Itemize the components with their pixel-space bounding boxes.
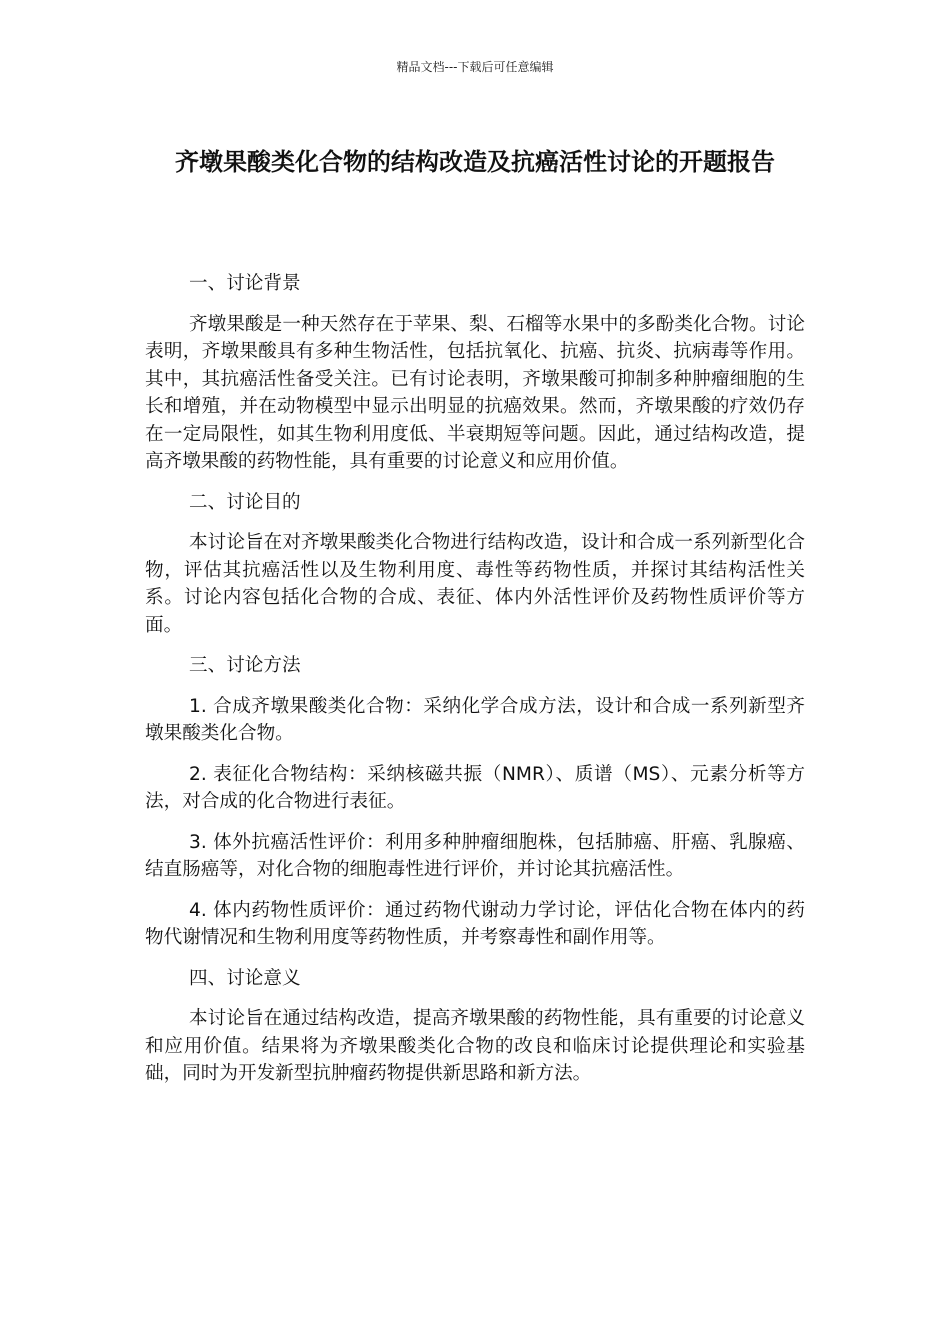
paragraph-method-2: 2. 表征化合物结构：采纳核磁共振（NMR）、质谱（MS）、元素分析等方法，对合成的化合物进行表征。 <box>145 763 805 812</box>
paragraph-method-4: 4. 体内药物性质评价：通过药物代谢动力学讨论，评估化合物在体内的药物代谢情况和生物利用度等药物性质，并考察毒性和副作用等。 <box>145 899 805 948</box>
section-heading-significance: 四、讨论意义 <box>189 967 301 989</box>
document-body <box>145 270 805 1101</box>
section-heading-purpose: 二、讨论目的 <box>189 491 301 513</box>
header-note: 精品文档---下载后可任意编辑 <box>396 60 554 74</box>
section-heading-methods: 三、讨论方法 <box>189 655 301 676</box>
document-title: 齐墩果酸类化合物的结构改造及抗癌活性讨论的开题报告 <box>175 148 775 176</box>
paragraph-background: 齐墩果酸是一种天然存在于苹果、梨、石榴等水果中的多酚类化合物。讨论表明，齐墩果酸具有多种生物活性，包括抗氧化、抗癌、抗炎、抗病毒等作用。其中，其抗癌活性备受关注。已有讨论表明，齐墩果酸可抑制多种肿瘤细胞的生长和增殖，并在动物模型中显示出明显的抗癌效果。然而，齐墩果酸的疗效仍存在一定局限性，如其生物利用度低、半衰期短等问题。因此，通过结构改造，提高齐墩果酸的药物性能，具有重要的讨论意义和应用价值。 <box>145 313 805 472</box>
paragraph-purpose: 本讨论旨在对齐墩果酸类化合物进行结构改造，设计和合成一系列新型化合物，评估其抗癌活性以及生物利用度、毒性等药物性质，并探讨其结构活性关系。讨论内容包括化合物的合成、表征、体内外活性评价及药物性质评价等方面。 <box>145 532 805 636</box>
paragraph-method-1: 1. 合成齐墩果酸类化合物：采纳化学合成方法，设计和合成一系列新型齐墩果酸类化合物。 <box>145 695 805 744</box>
paragraph-method-3: 3. 体外抗癌活性评价：利用多种肿瘤细胞株，包括肺癌、肝癌、乳腺癌、结直肠癌等，对化合物的细胞毒性进行评价，并讨论其抗癌活性。 <box>145 831 805 880</box>
section-heading-background: 一、讨论背景 <box>189 273 301 294</box>
paragraph-significance: 本讨论旨在通过结构改造，提高齐墩果酸的药物性能，具有重要的讨论意义和应用价值。结果将为齐墩果酸类化合物的改良和临床讨论提供理论和实验基础，同时为开发新型抗肿瘤药物提供新思路和新方法。 <box>145 1008 805 1084</box>
